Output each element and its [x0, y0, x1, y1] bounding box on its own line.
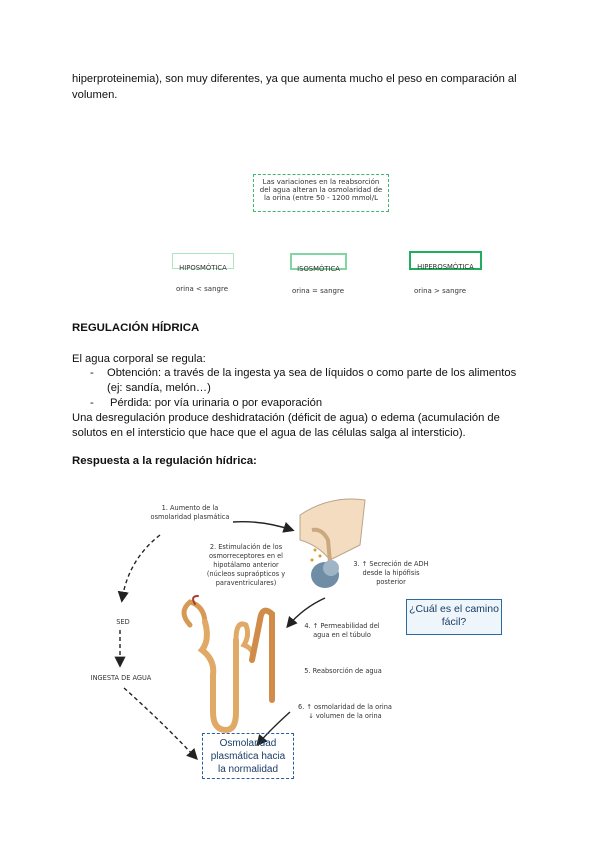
bullet-2-line-1: Pérdida: por vía urinaria o por evaporación [110, 397, 323, 409]
final-line-2: plasmática hacia [210, 751, 286, 762]
question-line-2: fácil? [441, 616, 467, 628]
intro-line-1: hiperproteinemia), son muy diferentes, ya que aumenta mucho el peso en comparación al [72, 73, 517, 85]
step-2-line-2: osmorreceptores en el [208, 552, 283, 560]
step-3-line-1: 3. ↑ Secreción de ADH [353, 560, 429, 568]
arrow-1-to-2 [233, 522, 292, 530]
section-intro: El agua corporal se regula: [72, 353, 206, 365]
bullet-dash-1: - [90, 367, 94, 379]
osmolarity-info-line-1: Las variaciones en la reabsorción [262, 178, 380, 186]
osmolarity-info-line-2: del agua alteran la osmolaridad de [259, 186, 383, 194]
ingesta-label: INGESTA DE AGUA [90, 674, 152, 682]
section-para-line-2: solutos en el intersticio que hace que el agua de las células salga al intersticio). [72, 427, 466, 439]
osmolarity-info-line-3: la orina (entre 50 - 1200 mmol/L [263, 194, 379, 202]
bullet-1-line-2: (ej: sandía, melón…) [107, 382, 211, 394]
section-title: REGULACIÓN HÍDRICA [72, 322, 200, 334]
isosmotica-sub: orina = sangre [292, 287, 344, 295]
step-6 [290, 703, 400, 721]
step-4-line-2: agua en el túbulo [313, 631, 371, 639]
hiperosmotica-label: HIPEROSMÓTICA [417, 263, 474, 271]
step-4-line-1: 4. ↑ Permeabilidad del [304, 622, 380, 630]
step-1-line-1: 1. Aumento de la [161, 504, 219, 512]
arrow-to-sed [122, 535, 160, 600]
isosmotica-label: ISOSMÓTICA [297, 265, 340, 273]
step-2-line-4: (núcleos supraópticos y [206, 570, 286, 578]
step-2-line-3: hipotálamo anterior [213, 561, 279, 569]
hiposmotica-sub: orina < sangre [176, 285, 228, 293]
step-3-line-3: posterior [376, 578, 406, 586]
step-2 [193, 543, 299, 588]
step-2-line-5: paraventriculares) [215, 579, 277, 587]
intro-line-2: volumen. [72, 89, 118, 101]
step-1-line-2: osmolaridad plasmática [150, 513, 230, 521]
nephron-illustration [184, 596, 272, 730]
step-6-line-2: ↓ volumen de la orina [308, 712, 382, 720]
step-2-line-1: 2. Estimulación de los [209, 543, 283, 551]
final-box [202, 733, 294, 779]
final-line-1: Osmolaridad [219, 738, 277, 749]
bullet-dash-2: - [90, 397, 94, 409]
hiposmotica-label: HIPOSMÓTICA [179, 264, 227, 272]
final-line-3: la normalidad [217, 764, 279, 775]
step-4 [296, 622, 388, 640]
step-3 [346, 560, 436, 587]
bullet-1-line-1: Obtención: a través de la ingesta ya sea de líquidos o como parte de los alimentos [107, 367, 517, 379]
step-6-line-1: 6. ↑ osmolaridad de la orina [298, 703, 392, 711]
hiperosmotica-sub: orina > sangre [414, 287, 466, 295]
step-1 [140, 504, 240, 522]
question-line-1: ¿Cuál es el camino [409, 603, 499, 615]
sed-label: SED [116, 618, 130, 626]
step-5: 5. Reabsorción de agua [304, 667, 382, 675]
section-subtitle: Respuesta a la regulación hídrica: [72, 455, 257, 467]
arrow-ingesta-to-final [124, 688, 196, 758]
step-3-line-2: desde la hipófisis [362, 569, 420, 577]
section-para-line-1: Una desregulación produce deshidratación (déficit de agua) o edema (acumulación de [72, 412, 500, 424]
question-box [406, 599, 502, 635]
